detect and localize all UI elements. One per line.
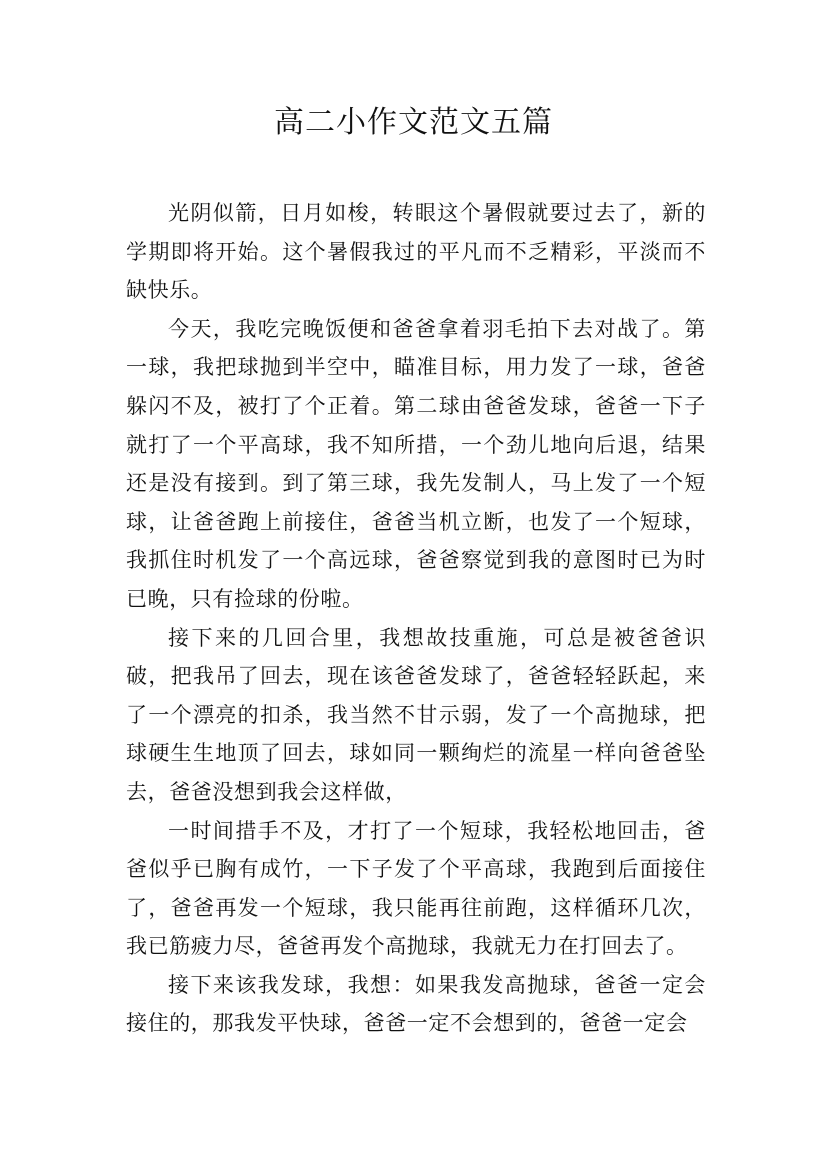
paragraph-1: 光阴似箭，日月如梭，转眼这个暑假就要过去了，新的学期即将开始。这个暑假我过的平凡而不乏精彩，平淡而不缺快乐。 bbox=[126, 201, 706, 303]
document-title: 高二小作文范文五篇 bbox=[274, 105, 553, 140]
paragraph-4: 一时间措手不及，才打了一个短球，我轻松地回击，爸爸似乎已胸有成竹，一下子发了个平高球，我跑到后面接住了，爸爸再发一个短球，我只能再往前跑，这样循环几次，我已筋疲力尽，爸爸再发个高抛球，我就无力在打回去了。 bbox=[126, 818, 706, 959]
paragraph-3: 接下来的几回合里，我想故技重施，可总是被爸爸识破，把我吊了回去，现在该爸爸发球了，爸爸轻轻跃起，来了一个漂亮的扣杀，我当然不甘示弱，发了一个高抛球，把球硬生生地顶了回去，球如同一颗绚烂的流星一样向爸爸坠去，爸爸没想到我会这样做， bbox=[126, 625, 706, 804]
paragraph-5: 接下来该我发球，我想：如果我发高抛球，爸爸一定会接住的，那我发平快球，爸爸一定不会想到的，爸爸一定会 bbox=[126, 972, 706, 1036]
document-body bbox=[126, 194, 706, 1043]
paragraph-2: 今天，我吃完晚饭便和爸爸拿着羽毛拍下去对战了。第一球，我把球抛到半空中，瞄准目标，用力发了一球，爸爸躲闪不及，被打了个正着。第二球由爸爸发球，爸爸一下子就打了一个平高球，我不知所措，一个劲儿地向后退，结果还是没有接到。到了第三球，我先发制人，马上发了一个短球，让爸爸跑上前接住，爸爸当机立断，也发了一个短球，我抓住时机发了一个高远球，爸爸察觉到我的意图时已为时已晚，只有捡球的份啦。 bbox=[126, 316, 706, 611]
